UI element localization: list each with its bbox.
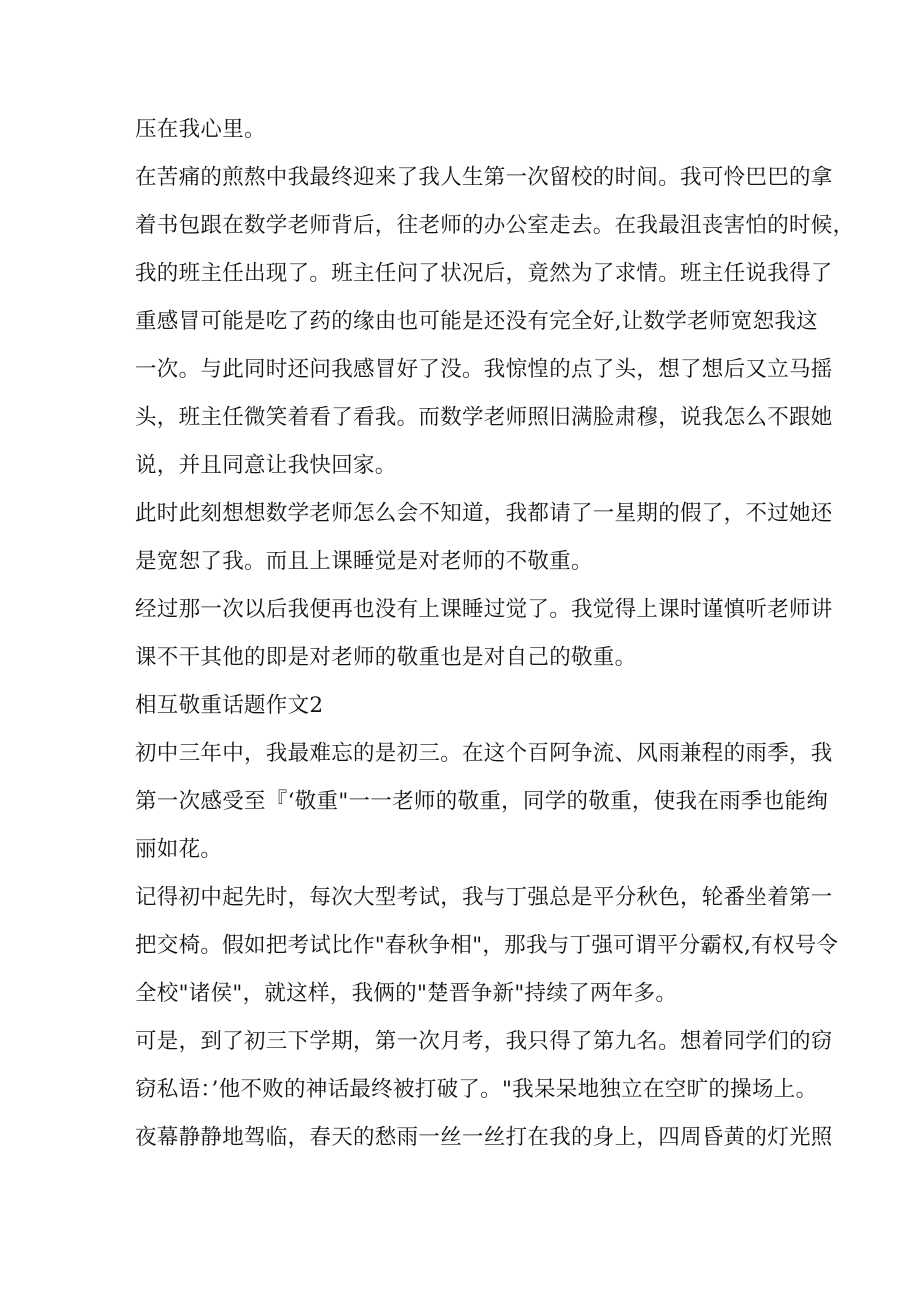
text-line: 把交椅。假如把考试比作"春秋争相"，那我与丁强可谓平分霸权,有权号令 <box>135 933 839 958</box>
text-line: 此时此刻想想数学老师怎么会不知道，我都请了一星期的假了，不过她还 <box>135 501 833 526</box>
section-heading: 相互敬重话题作文2 <box>135 693 324 718</box>
text-line: 头，班主任微笑着看了看我。而数学老师照旧满脸肃穆，说我怎么不跟她 <box>135 405 833 430</box>
text-line: 可是，到了初三下学期，第一次月考，我只得了第九名。想着同学们的窃 <box>135 1029 833 1054</box>
text-line: 夜幕静静地驾临，春天的愁雨一丝一丝打在我的身上，四周昏黄的灯光照 <box>135 1125 833 1150</box>
text-line: 压在我心里。 <box>135 117 266 142</box>
text-line: 在苦痛的煎熬中我最终迎来了我人生第一次留校的时间。我可怜巴巴的拿 <box>135 165 833 190</box>
text-line: 说，并且同意让我快回家。 <box>135 453 397 478</box>
text-line: 着书包跟在数学老师背后，往老师的办公室走去。在我最沮丧害怕的时候， <box>135 213 855 238</box>
text-line: 课不干其他的即是对老师的敬重也是对自己的敬重。 <box>135 645 637 670</box>
text-line: 丽如花。 <box>135 837 223 862</box>
text-line: 第一次感受至『‘敬重"一一老师的敬重，同学的敬重，使我在雨季也能绚 <box>135 789 829 814</box>
text-line: 全校"诸侯"，就这样，我俩的"楚晋争新"持续了两年多。 <box>135 981 678 1006</box>
text-line: 窃私语：’他不败的神话最终被打破了。"我呆呆地独立在空旷的操场上。 <box>135 1077 818 1102</box>
text-line: 我的班主任出现了。班主任问了状况后，竟然为了求情。班主任说我得了 <box>135 261 833 286</box>
text-line: 一次。与此同时还问我感冒好了没。我惊惶的点了头，想了想后又立马摇 <box>135 357 833 382</box>
text-line: 是宽恕了我。而且上课睡觉是对老师的不敬重。 <box>135 549 593 574</box>
text-line: 重感冒可能是吃了药的缘由也可能是还没有完全好,让数学老师宽恕我这 <box>135 309 818 334</box>
document-body <box>135 115 854 1171</box>
text-line: 初中三年中，我最难忘的是初三。在这个百阿争流、风雨兼程的雨季，我 <box>135 741 833 766</box>
text-line: 经过那一次以后我便再也没有上课睡过觉了。我觉得上课时谨慎听老师讲 <box>135 597 833 622</box>
text-line: 记得初中起先时，每次大型考试，我与丁强总是平分秋色，轮番坐着第一 <box>135 885 833 910</box>
